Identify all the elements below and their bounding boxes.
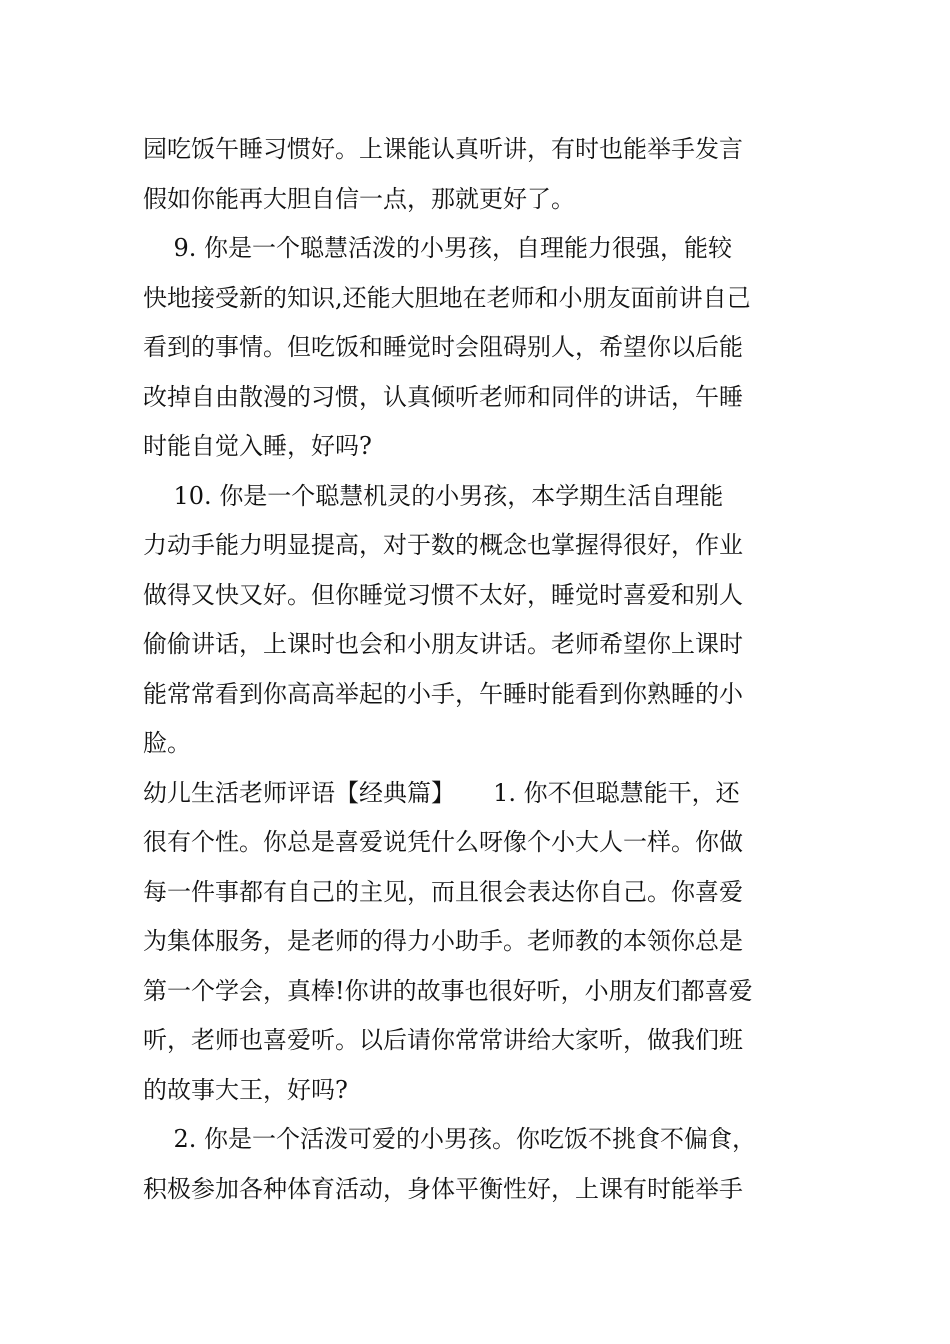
text-line: 为集体服务，是老师的得力小助手。老师教的本领你总是	[143, 927, 743, 955]
text-line: 10. 你是一个聪慧机灵的小男孩，本学期生活自理能	[143, 481, 724, 510]
text-line: 脸。	[143, 729, 191, 757]
section-heading-line: 幼儿生活老师评语【经典篇】 1. 你不但聪慧能干，还	[143, 778, 740, 807]
text-line: 9. 你是一个聪慧活泼的小男孩，自理能力很强，能较	[143, 234, 733, 262]
text-line: 时能自觉入睡，好吗?	[143, 432, 372, 460]
text-line: 看到的事情。但吃饭和睡觉时会阻碍别人，希望你以后能	[143, 333, 743, 361]
text-line: 2. 你是一个活泼可爱的小男孩。你吃饭不挑食不偏食，	[143, 1125, 757, 1153]
text-line: 做得又快又好。但你睡觉习惯不太好，睡觉时喜爱和别人	[143, 580, 743, 609]
document-body	[143, 125, 843, 1214]
text-line: 听，老师也喜爱听。以后请你常常讲给大家听，做我们班	[143, 1026, 743, 1054]
text-line: 假如你能再大胆自信一点，那就更好了。	[143, 184, 575, 213]
text-line: 快地接受新的知识,还能大胆地在老师和小朋友面前讲自己	[143, 283, 751, 312]
text-line: 园吃饭午睡习惯好。上课能认真听讲，有时也能举手发言	[143, 135, 743, 163]
text-line: 力动手能力明显提高，对于数的概念也掌握得很好，作业	[143, 531, 743, 559]
text-line: 每一件事都有自己的主见，而且很会表达你自己。你喜爱	[143, 877, 743, 906]
text-line: 的故事大王，好吗?	[143, 1075, 348, 1104]
text-line: 很有个性。你总是喜爱说凭什么呀像个小大人一样。你做	[143, 828, 743, 856]
text-line: 偷偷讲话，上课时也会和小朋友讲话。老师希望你上课时	[143, 630, 743, 658]
text-line: 第一个学会，真棒!你讲的故事也很好听，小朋友们都喜爱	[143, 976, 753, 1005]
text-line: 积极参加各种体育活动，身体平衡性好，上课有时能举手	[143, 1174, 743, 1203]
text-line: 能常常看到你高高举起的小手，午睡时能看到你熟睡的小	[143, 679, 743, 708]
text-line: 改掉自由散漫的习惯，认真倾听老师和同伴的讲话，午睡	[143, 382, 743, 411]
